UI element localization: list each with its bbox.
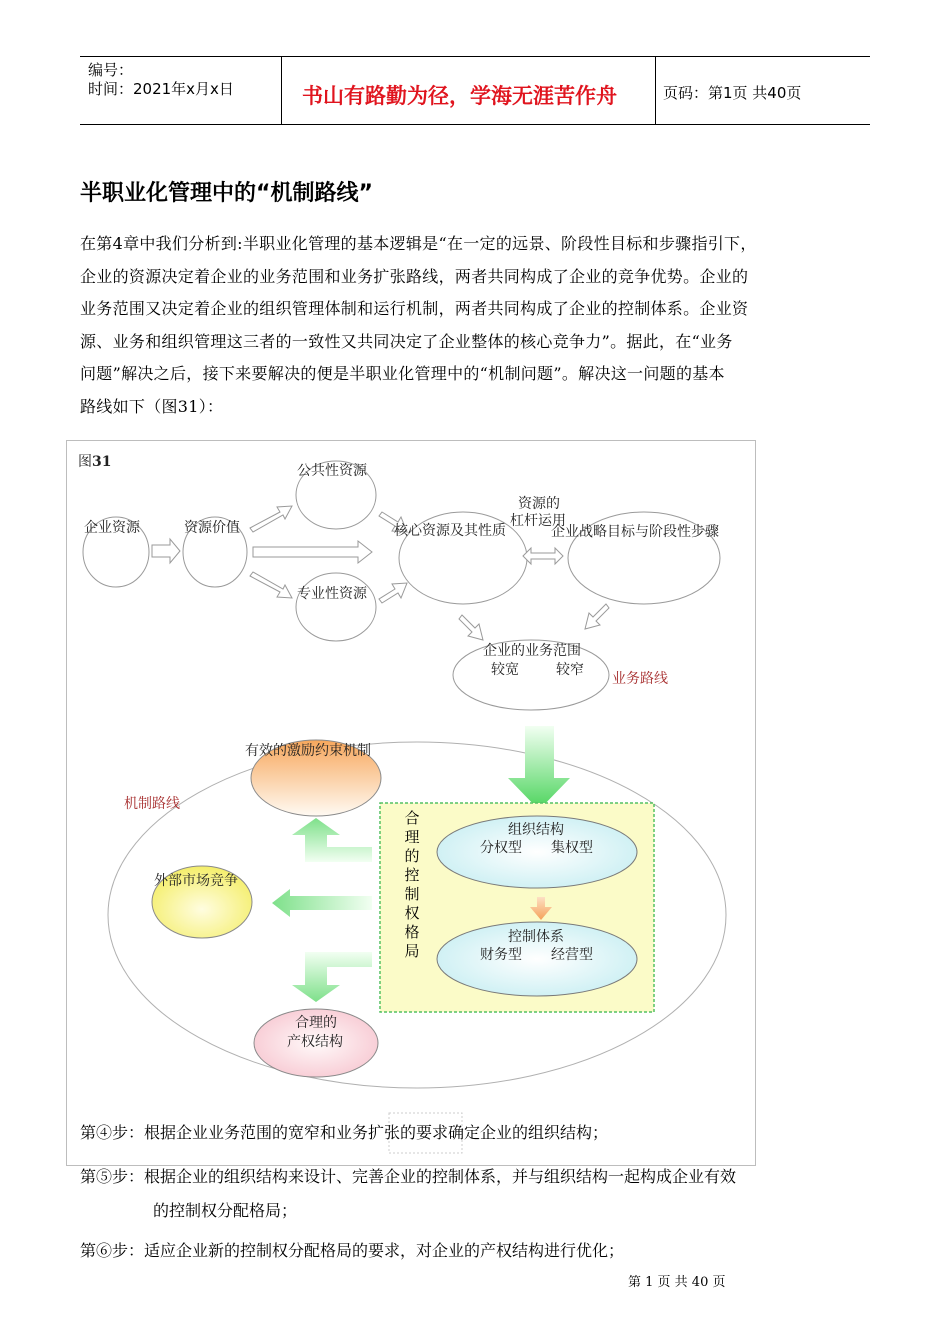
label-control-pattern: 合理的控制权格局 bbox=[404, 809, 420, 960]
arrow-value-to-public bbox=[250, 506, 292, 532]
step-prefix: 第⑤步： bbox=[80, 1167, 145, 1186]
label-control-system: 控制体系 bbox=[508, 929, 564, 945]
step-6 bbox=[80, 1236, 624, 1266]
label-mechanism-route: 机制路线 bbox=[124, 796, 180, 812]
arrow-res-to-value bbox=[152, 539, 180, 563]
label-strategy-goals: 企业战略目标与阶段性步骤 bbox=[551, 524, 719, 540]
label-scope-narrow: 较窄 bbox=[556, 662, 584, 678]
intro-line: 问题”解决之后，接下来要解决的便是半职业化管理中的“机制问题”。解决这一问题的基本 bbox=[80, 364, 725, 383]
arrow-strategy-to-scope bbox=[585, 604, 609, 629]
label-scope-wide: 较宽 bbox=[491, 662, 519, 678]
arrow-to-market bbox=[272, 889, 372, 917]
figure-label: 图31 bbox=[78, 454, 112, 470]
intro-line: 源、业务和组织管理这三者的一致性又共同决定了企业整体的核心竞争力”。据此，在“业务 bbox=[80, 331, 733, 351]
step-prefix: 第⑥步： bbox=[80, 1241, 145, 1260]
header-number-label: 编号： bbox=[88, 61, 134, 79]
label-leverage-1: 资源的 bbox=[518, 496, 560, 512]
page-title: 半职业化管理中的“机制路线” bbox=[80, 181, 373, 206]
header-motto: 书山有路勤为径，学海无涯苦作舟 bbox=[302, 84, 617, 108]
label-resource-value: 资源价值 bbox=[184, 520, 240, 536]
intro-line: 业务范围又决定着企业的组织管理体制和运行机制，两者共同构成了企业的控制体系。企业资 bbox=[80, 299, 749, 318]
label-operational: 经营型 bbox=[551, 947, 593, 963]
arrow-to-incentive bbox=[292, 818, 372, 862]
arrow-double-leverage bbox=[523, 548, 563, 564]
arrow-scope-to-control bbox=[508, 726, 570, 810]
label-public-resources: 公共性资源 bbox=[297, 463, 367, 479]
step-5-continued: 的控制权分配格局； bbox=[153, 1201, 298, 1220]
step-5 bbox=[80, 1162, 736, 1192]
label-business-scope: 企业的业务范围 bbox=[483, 643, 581, 659]
arrow-value-to-core bbox=[253, 541, 372, 563]
label-decentralized: 分权型 bbox=[480, 840, 522, 856]
label-financial: 财务型 bbox=[480, 947, 522, 963]
label-business-route: 业务路线 bbox=[612, 671, 668, 687]
arrow-special-to-core bbox=[379, 583, 407, 603]
label-property-1: 合理的 bbox=[295, 1015, 337, 1031]
step-text: 适应企业新的控制权分配格局的要求，对企业的产权结构进行优化； bbox=[144, 1241, 625, 1260]
intro-line: 在第4章中我们分析到:半职业化管理的基本逻辑是“在一定的远景、阶段性目标和步骤指引下， bbox=[80, 234, 757, 253]
label-property-2: 产权结构 bbox=[287, 1034, 343, 1050]
label-core-resources: 核心资源及其性质 bbox=[394, 523, 506, 539]
header-page-info: 页码：第1页 共40页 bbox=[663, 84, 802, 102]
label-special-resources: 专业性资源 bbox=[297, 586, 367, 602]
step-4 bbox=[80, 1118, 608, 1148]
arrow-core-to-scope bbox=[459, 615, 483, 640]
step-text: 根据企业的组织结构来设计、完善企业的控制体系，并与组织结构一起构成企业有效 bbox=[144, 1167, 737, 1186]
step-text: 根据企业业务范围的宽窄和业务扩张的要求确定企业的组织结构； bbox=[144, 1123, 609, 1142]
label-incentive: 有效的激励约束机制 bbox=[245, 743, 371, 759]
label-enterprise-resources: 企业资源 bbox=[84, 520, 140, 536]
step-prefix: 第④步： bbox=[80, 1123, 145, 1142]
label-org-structure: 组织结构 bbox=[508, 822, 564, 838]
intro-line: 路线如下（图31）： bbox=[80, 396, 224, 416]
label-leverage-2: 杠杆运用 bbox=[510, 513, 566, 529]
intro-line: 企业的资源决定着企业的业务范围和业务扩张路线，两者共同构成了企业的竞争优势。企业的 bbox=[80, 266, 749, 286]
arrow-to-property bbox=[292, 952, 372, 1002]
page-footer: 第 1 页 共 40 页 bbox=[628, 1275, 726, 1290]
label-centralized: 集权型 bbox=[551, 840, 593, 856]
label-market-competition: 外部市场竞争 bbox=[154, 873, 238, 889]
header-time-label: 时间：2021年x月x日 bbox=[88, 80, 234, 98]
arrow-value-to-special bbox=[250, 572, 292, 598]
